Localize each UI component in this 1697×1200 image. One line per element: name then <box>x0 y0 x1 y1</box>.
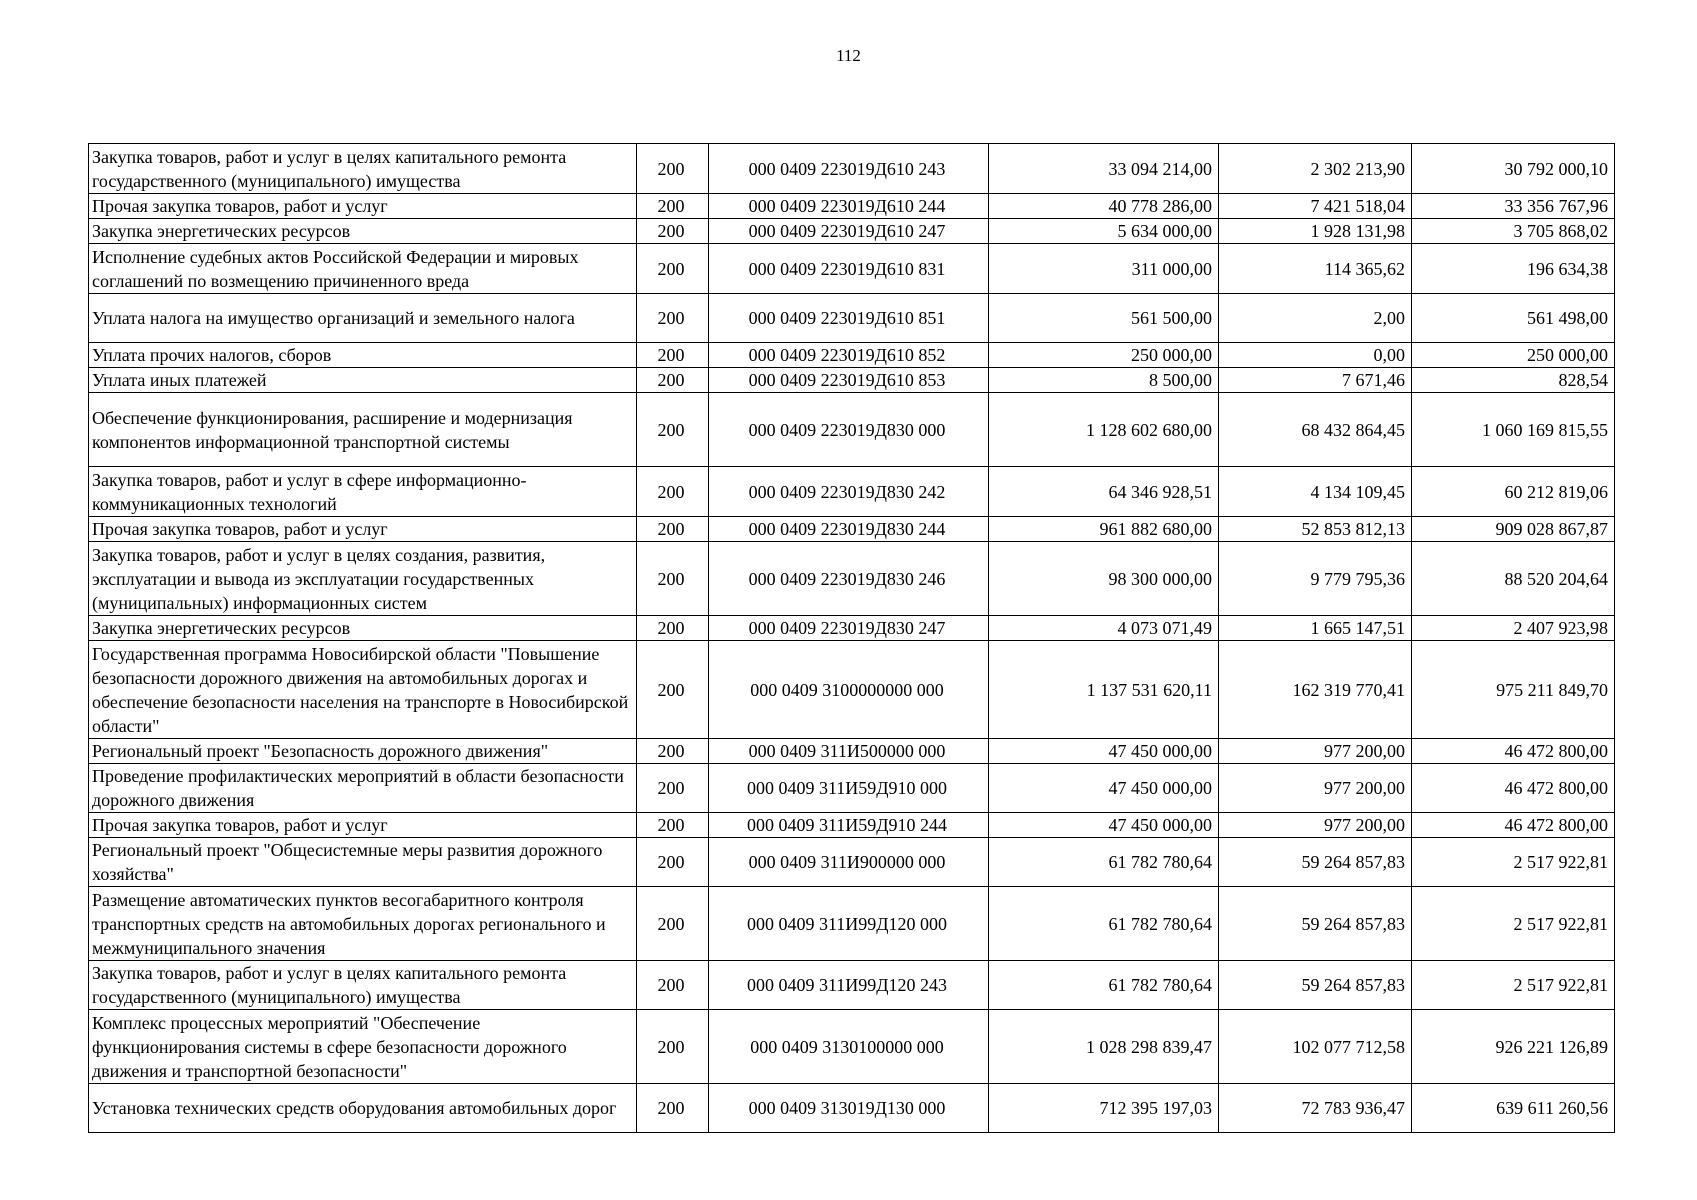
table-row <box>89 961 1615 1010</box>
admin-code: 200 <box>637 961 709 1010</box>
budget-classification-code: 000 0409 3130100000 000 <box>709 1010 989 1084</box>
executed-amount: 7 421 518,04 <box>1219 194 1412 219</box>
table-row <box>89 294 1615 343</box>
executed-amount: 1 665 147,51 <box>1219 616 1412 641</box>
budget-classification-code: 000 0409 311И59Д910 244 <box>709 813 989 838</box>
approved-amount: 1 137 531 620,11 <box>989 641 1219 739</box>
item-name: Прочая закупка товаров, работ и услуг <box>89 517 637 542</box>
executed-amount: 72 783 936,47 <box>1219 1084 1412 1133</box>
executed-amount: 59 264 857,83 <box>1219 887 1412 961</box>
admin-code: 200 <box>637 1084 709 1133</box>
budget-classification-code: 000 0409 311И500000 000 <box>709 739 989 764</box>
approved-amount: 40 778 286,00 <box>989 194 1219 219</box>
executed-amount: 977 200,00 <box>1219 813 1412 838</box>
item-name: Исполнение судебных актов Российской Федерации и мировых соглашений по возмещению причиненного вреда <box>89 244 637 294</box>
item-name: Обеспечение функционирования, расширение и модернизация компонентов информационной транспортной системы <box>89 393 637 467</box>
executed-amount: 9 779 795,36 <box>1219 542 1412 616</box>
unexecuted-amount: 828,54 <box>1412 368 1615 393</box>
executed-amount: 977 200,00 <box>1219 739 1412 764</box>
approved-amount: 311 000,00 <box>989 244 1219 294</box>
page-number: 112 <box>836 46 861 65</box>
budget-classification-code: 000 0409 311И99Д120 000 <box>709 887 989 961</box>
admin-code: 200 <box>637 219 709 244</box>
approved-amount: 61 782 780,64 <box>989 887 1219 961</box>
table-row <box>89 838 1615 887</box>
budget-classification-code: 000 0409 311И99Д120 243 <box>709 961 989 1010</box>
table-row <box>89 1084 1615 1133</box>
unexecuted-amount: 46 472 800,00 <box>1412 739 1615 764</box>
admin-code: 200 <box>637 393 709 467</box>
item-name: Проведение профилактических мероприятий в области безопасности дорожного движения <box>89 764 637 813</box>
unexecuted-amount: 3 705 868,02 <box>1412 219 1615 244</box>
approved-amount: 712 395 197,03 <box>989 1084 1219 1133</box>
unexecuted-amount: 1 060 169 815,55 <box>1412 393 1615 467</box>
budget-classification-code: 000 0409 3100000000 000 <box>709 641 989 739</box>
executed-amount: 102 077 712,58 <box>1219 1010 1412 1084</box>
executed-amount: 977 200,00 <box>1219 764 1412 813</box>
executed-amount: 2 302 213,90 <box>1219 144 1412 194</box>
approved-amount: 33 094 214,00 <box>989 144 1219 194</box>
table-row <box>89 517 1615 542</box>
admin-code: 200 <box>637 467 709 517</box>
budget-classification-code: 000 0409 223019Д830 242 <box>709 467 989 517</box>
approved-amount: 61 782 780,64 <box>989 961 1219 1010</box>
admin-code: 200 <box>637 616 709 641</box>
table-body <box>89 144 1615 1133</box>
admin-code: 200 <box>637 887 709 961</box>
approved-amount: 47 450 000,00 <box>989 764 1219 813</box>
admin-code: 200 <box>637 1010 709 1084</box>
item-name: Установка технических средств оборудования автомобильных дорог <box>89 1084 637 1133</box>
approved-amount: 1 028 298 839,47 <box>989 1010 1219 1084</box>
approved-amount: 961 882 680,00 <box>989 517 1219 542</box>
executed-amount: 52 853 812,13 <box>1219 517 1412 542</box>
approved-amount: 250 000,00 <box>989 343 1219 368</box>
unexecuted-amount: 60 212 819,06 <box>1412 467 1615 517</box>
unexecuted-amount: 2 517 922,81 <box>1412 961 1615 1010</box>
unexecuted-amount: 46 472 800,00 <box>1412 764 1615 813</box>
admin-code: 200 <box>637 641 709 739</box>
approved-amount: 47 450 000,00 <box>989 813 1219 838</box>
table-row <box>89 641 1615 739</box>
budget-classification-code: 000 0409 313019Д130 000 <box>709 1084 989 1133</box>
unexecuted-amount: 30 792 000,10 <box>1412 144 1615 194</box>
admin-code: 200 <box>637 517 709 542</box>
table-row <box>89 219 1615 244</box>
table-row <box>89 393 1615 467</box>
unexecuted-amount: 46 472 800,00 <box>1412 813 1615 838</box>
executed-amount: 2,00 <box>1219 294 1412 343</box>
unexecuted-amount: 2 517 922,81 <box>1412 838 1615 887</box>
item-name: Закупка товаров, работ и услуг в целях создания, развития, эксплуатации и вывода из эксплуатации государственных (муниципальных) информационных систем <box>89 542 637 616</box>
admin-code: 200 <box>637 368 709 393</box>
item-name: Государственная программа Новосибирской области "Повышение безопасности дорожного движения на автомобильных дорогах и обеспечение безопасности населения на транспорте в Новосибирской области" <box>89 641 637 739</box>
table-row <box>89 764 1615 813</box>
admin-code: 200 <box>637 144 709 194</box>
unexecuted-amount: 2 407 923,98 <box>1412 616 1615 641</box>
approved-amount: 4 073 071,49 <box>989 616 1219 641</box>
budget-classification-code: 000 0409 311И59Д910 000 <box>709 764 989 813</box>
executed-amount: 4 134 109,45 <box>1219 467 1412 517</box>
executed-amount: 59 264 857,83 <box>1219 838 1412 887</box>
unexecuted-amount: 88 520 204,64 <box>1412 542 1615 616</box>
item-name: Уплата иных платежей <box>89 368 637 393</box>
unexecuted-amount: 196 634,38 <box>1412 244 1615 294</box>
unexecuted-amount: 33 356 767,96 <box>1412 194 1615 219</box>
admin-code: 200 <box>637 343 709 368</box>
item-name: Закупка товаров, работ и услуг в целях капитального ремонта государственного (муниципального) имущества <box>89 144 637 194</box>
item-name: Региональный проект "Безопасность дорожного движения" <box>89 739 637 764</box>
budget-classification-code: 000 0409 223019Д610 851 <box>709 294 989 343</box>
admin-code: 200 <box>637 739 709 764</box>
executed-amount: 114 365,62 <box>1219 244 1412 294</box>
approved-amount: 64 346 928,51 <box>989 467 1219 517</box>
approved-amount: 1 128 602 680,00 <box>989 393 1219 467</box>
executed-amount: 0,00 <box>1219 343 1412 368</box>
table-row <box>89 616 1615 641</box>
approved-amount: 47 450 000,00 <box>989 739 1219 764</box>
unexecuted-amount: 639 611 260,56 <box>1412 1084 1615 1133</box>
item-name: Закупка товаров, работ и услуг в сфере информационно-коммуникационных технологий <box>89 467 637 517</box>
admin-code: 200 <box>637 194 709 219</box>
admin-code: 200 <box>637 764 709 813</box>
table-row <box>89 368 1615 393</box>
executed-amount: 68 432 864,45 <box>1219 393 1412 467</box>
executed-amount: 7 671,46 <box>1219 368 1412 393</box>
table-row <box>89 343 1615 368</box>
budget-classification-code: 000 0409 311И900000 000 <box>709 838 989 887</box>
unexecuted-amount: 250 000,00 <box>1412 343 1615 368</box>
table-row <box>89 739 1615 764</box>
budget-table <box>88 143 1615 1133</box>
budget-classification-code: 000 0409 223019Д610 244 <box>709 194 989 219</box>
table-row <box>89 542 1615 616</box>
executed-amount: 59 264 857,83 <box>1219 961 1412 1010</box>
admin-code: 200 <box>637 838 709 887</box>
approved-amount: 61 782 780,64 <box>989 838 1219 887</box>
item-name: Комплекс процессных мероприятий "Обеспечение функционирования системы в сфере безопасности дорожного движения и транспортной безопасности" <box>89 1010 637 1084</box>
budget-classification-code: 000 0409 223019Д830 000 <box>709 393 989 467</box>
budget-classification-code: 000 0409 223019Д610 852 <box>709 343 989 368</box>
approved-amount: 8 500,00 <box>989 368 1219 393</box>
item-name: Уплата налога на имущество организаций и земельного налога <box>89 294 637 343</box>
unexecuted-amount: 909 028 867,87 <box>1412 517 1615 542</box>
table-row <box>89 467 1615 517</box>
item-name: Размещение автоматических пунктов весогабаритного контроля транспортных средств на автомобильных дорогах регионального и межмуниципального значения <box>89 887 637 961</box>
unexecuted-amount: 561 498,00 <box>1412 294 1615 343</box>
item-name: Уплата прочих налогов, сборов <box>89 343 637 368</box>
budget-classification-code: 000 0409 223019Д610 831 <box>709 244 989 294</box>
budget-classification-code: 000 0409 223019Д610 247 <box>709 219 989 244</box>
item-name: Закупка энергетических ресурсов <box>89 616 637 641</box>
budget-classification-code: 000 0409 223019Д610 243 <box>709 144 989 194</box>
table-row <box>89 813 1615 838</box>
admin-code: 200 <box>637 294 709 343</box>
budget-classification-code: 000 0409 223019Д830 246 <box>709 542 989 616</box>
item-name: Региональный проект "Общесистемные меры развития дорожного хозяйства" <box>89 838 637 887</box>
budget-classification-code: 000 0409 223019Д830 244 <box>709 517 989 542</box>
budget-classification-code: 000 0409 223019Д830 247 <box>709 616 989 641</box>
table-row <box>89 244 1615 294</box>
executed-amount: 1 928 131,98 <box>1219 219 1412 244</box>
unexecuted-amount: 975 211 849,70 <box>1412 641 1615 739</box>
approved-amount: 98 300 000,00 <box>989 542 1219 616</box>
approved-amount: 5 634 000,00 <box>989 219 1219 244</box>
admin-code: 200 <box>637 244 709 294</box>
table-row <box>89 1010 1615 1084</box>
unexecuted-amount: 926 221 126,89 <box>1412 1010 1615 1084</box>
item-name: Прочая закупка товаров, работ и услуг <box>89 813 637 838</box>
item-name: Закупка энергетических ресурсов <box>89 219 637 244</box>
unexecuted-amount: 2 517 922,81 <box>1412 887 1615 961</box>
table-row <box>89 144 1615 194</box>
admin-code: 200 <box>637 813 709 838</box>
budget-classification-code: 000 0409 223019Д610 853 <box>709 368 989 393</box>
admin-code: 200 <box>637 542 709 616</box>
approved-amount: 561 500,00 <box>989 294 1219 343</box>
table-row <box>89 887 1615 961</box>
item-name: Закупка товаров, работ и услуг в целях капитального ремонта государственного (муниципального) имущества <box>89 961 637 1010</box>
item-name: Прочая закупка товаров, работ и услуг <box>89 194 637 219</box>
executed-amount: 162 319 770,41 <box>1219 641 1412 739</box>
table-row <box>89 194 1615 219</box>
